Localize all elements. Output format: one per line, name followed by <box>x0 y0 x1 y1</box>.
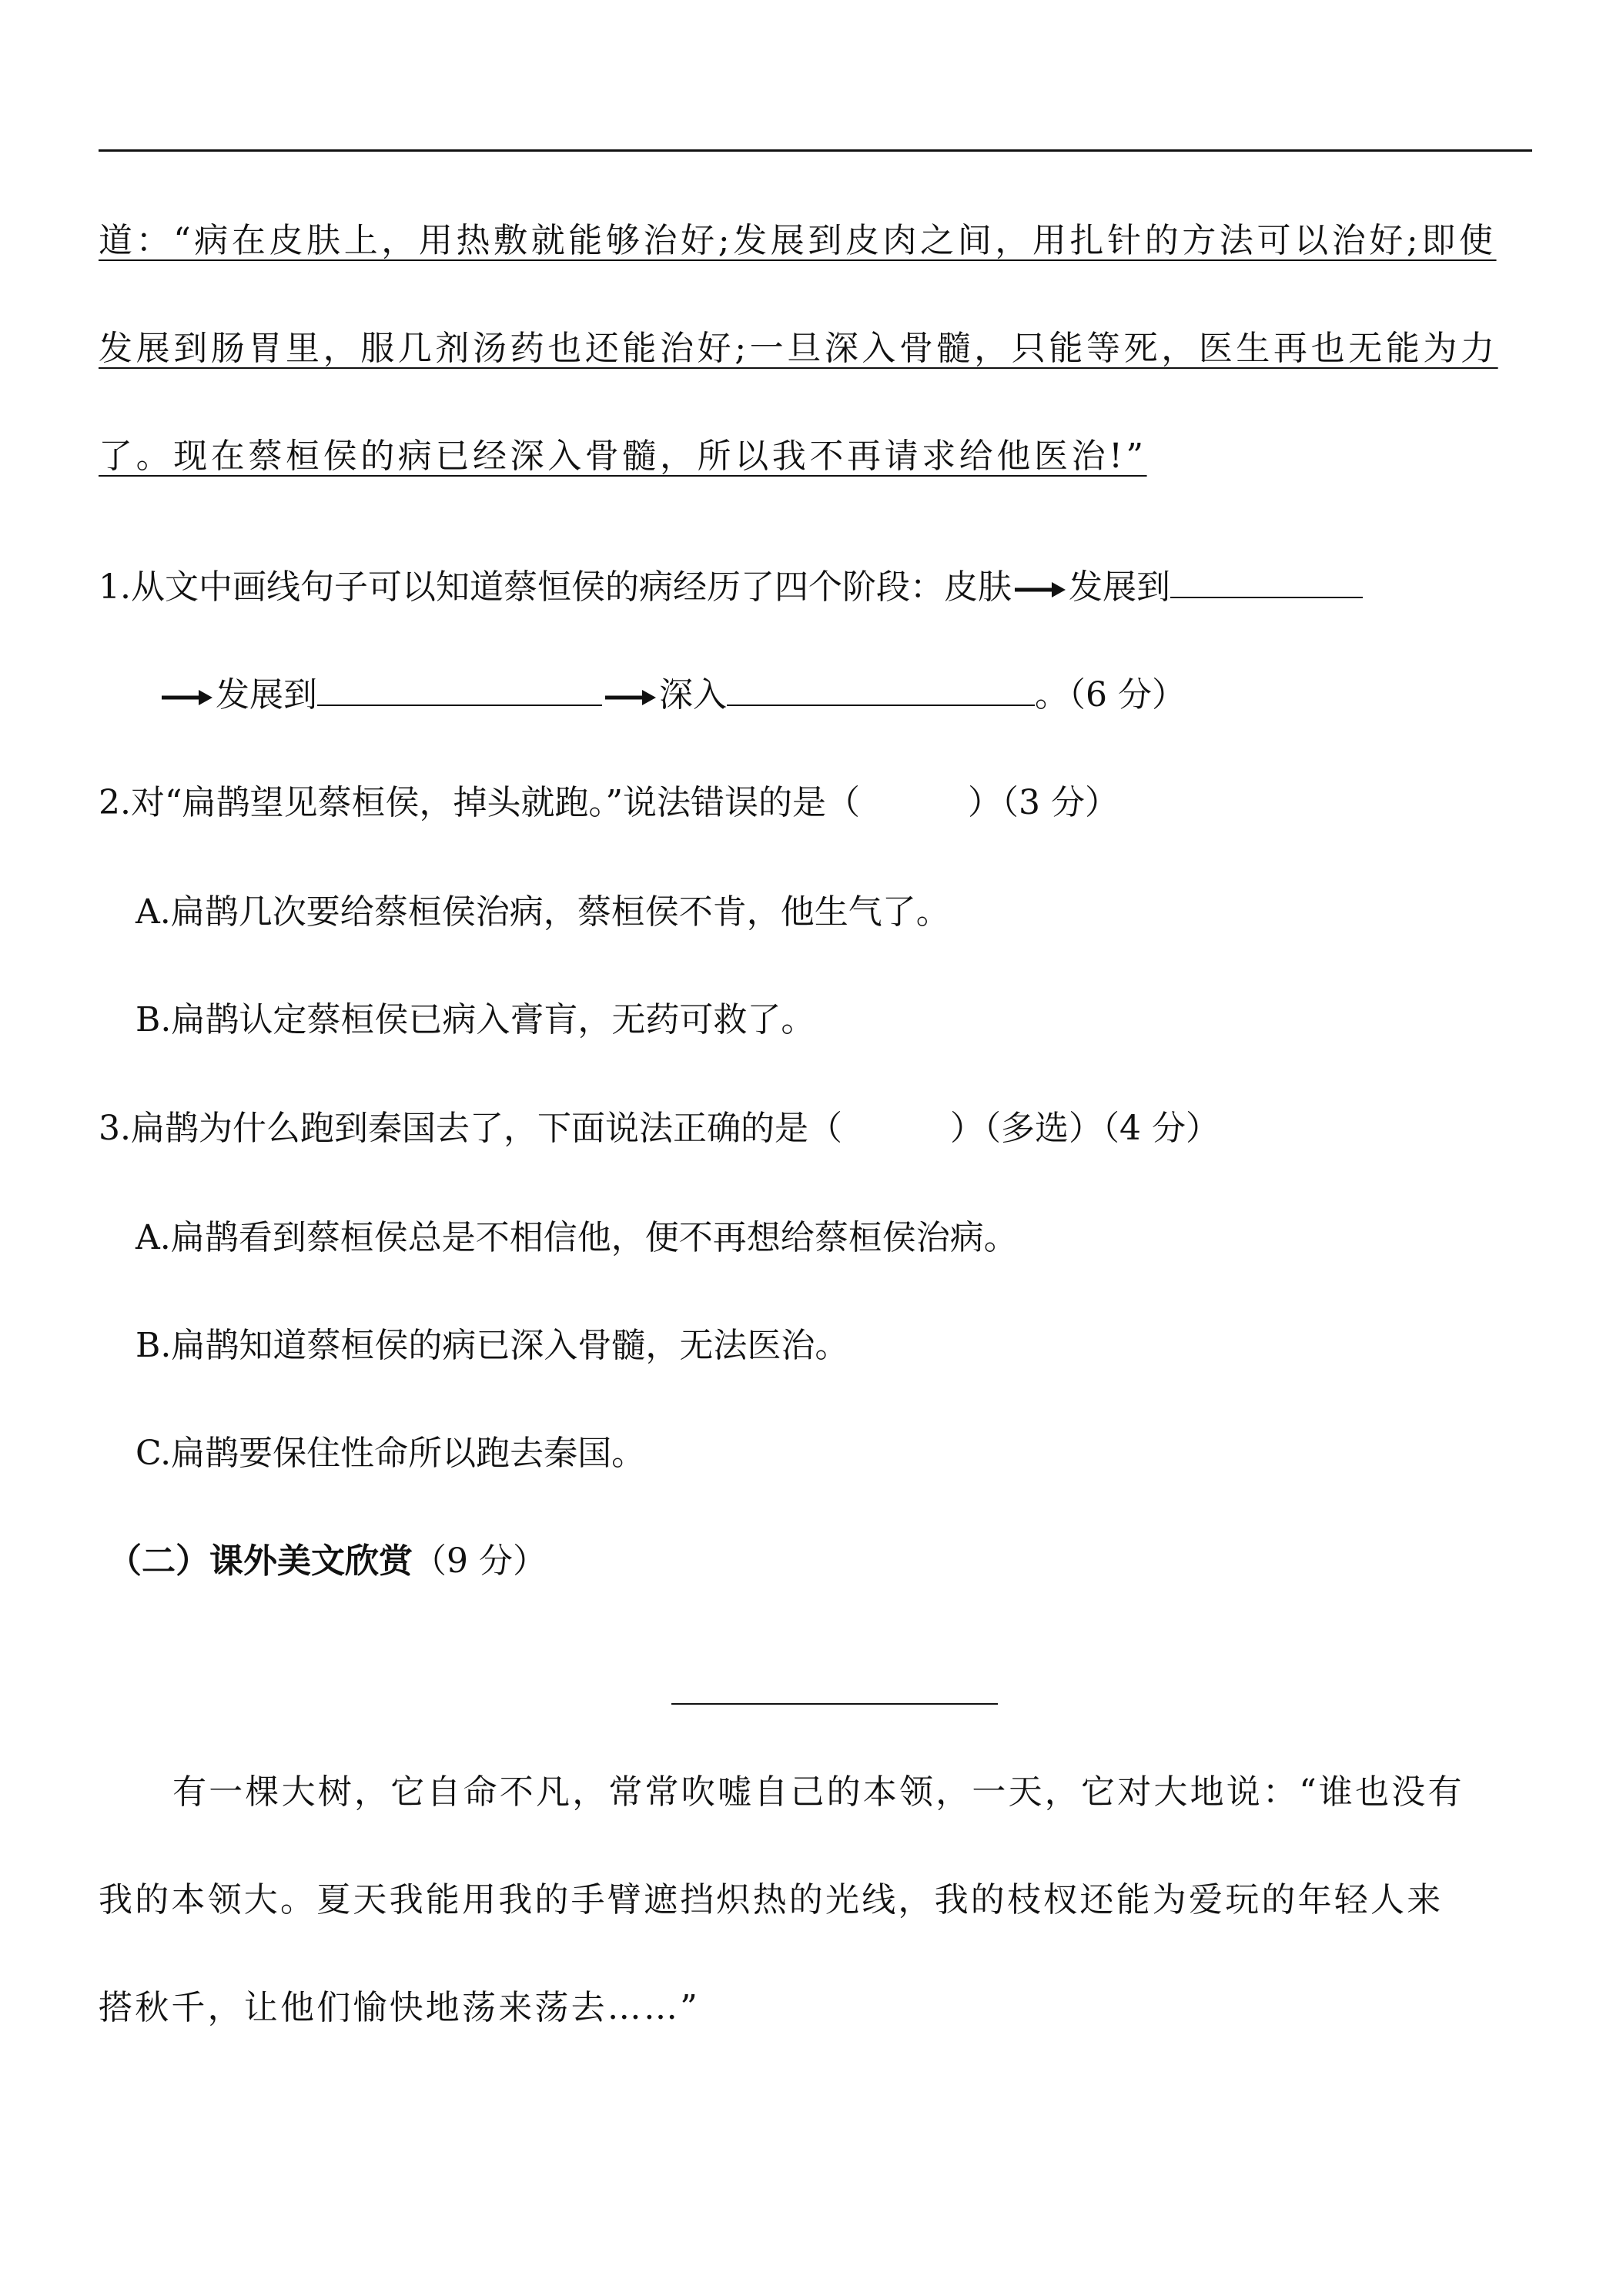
question-3-option-c: C.扁鹊要保住性命所以跑去秦国。 <box>136 1434 646 1473</box>
essay-line-1: 有一棵大树，它自命不凡，常常吹嘘自己的本领，一天，它对大地说：“谁也没有 <box>172 1772 1464 1812</box>
arrow-right-icon <box>604 686 658 709</box>
essay-title-blank[interactable] <box>671 1703 998 1705</box>
question-3-stem: 3.扁鹊为什么跑到秦国去了，下面说法正确的是（ ）（多选）（4 分） <box>99 1109 1220 1148</box>
passage-line-1: 道：“病在皮肤上，用热敷就能够治好;发展到皮肉之间，用扎针的方法可以治好;即使 <box>99 221 1497 260</box>
essay-line-2: 我的本领大。夏天我能用我的手臂遮挡炽热的光线，我的枝杈还能为爱玩的年轻人来 <box>99 1880 1444 1919</box>
question-3-option-b: B.扁鹊知道蔡桓侯的病已深入骨髓，无法医治。 <box>136 1326 849 1365</box>
question-2-option-b: B.扁鹊认定蔡桓侯已病入膏肓，无药可救了。 <box>136 1000 815 1039</box>
arrow-right-icon <box>160 686 214 709</box>
answer-blank-1[interactable] <box>1170 566 1363 598</box>
question-1-line-2: 发展到 深入 。（6 分） <box>159 672 1186 718</box>
passage-line-2: 发展到肠胃里，服几剂汤药也还能治好;一旦深入骨髓，只能等死，医生再也无能为力 <box>99 329 1498 368</box>
question-1-line-1: 1.从文中画线句子可以知道蔡恒侯的病经历了四个阶段：皮肤 发展到 <box>99 564 1363 611</box>
answer-blank-3[interactable] <box>727 674 1035 706</box>
essay-line-3: 搭秋千，让他们愉快地荡来荡去……” <box>99 1988 700 2027</box>
question-3-option-a: A.扁鹊看到蔡桓侯总是不相信他，便不再想给蔡桓侯治病。 <box>136 1218 1018 1257</box>
answer-blank-2[interactable] <box>317 674 602 706</box>
passage-line-3: 了。现在蔡桓侯的病已经深入骨髓，所以我不再请求给他医治!” <box>99 437 1147 476</box>
arrow-right-icon <box>1013 578 1067 601</box>
question-2-option-a: A.扁鹊几次要给蔡桓侯治病，蔡桓侯不肯，他生气了。 <box>136 892 950 932</box>
top-rule <box>99 149 1532 152</box>
section-2-heading: （二）课外美文欣赏（9 分） <box>108 1541 547 1581</box>
question-2-stem: 2.对“扁鹊望见蔡桓侯，掉头就跑。”说法错误的是（ ）（3 分） <box>99 783 1119 822</box>
